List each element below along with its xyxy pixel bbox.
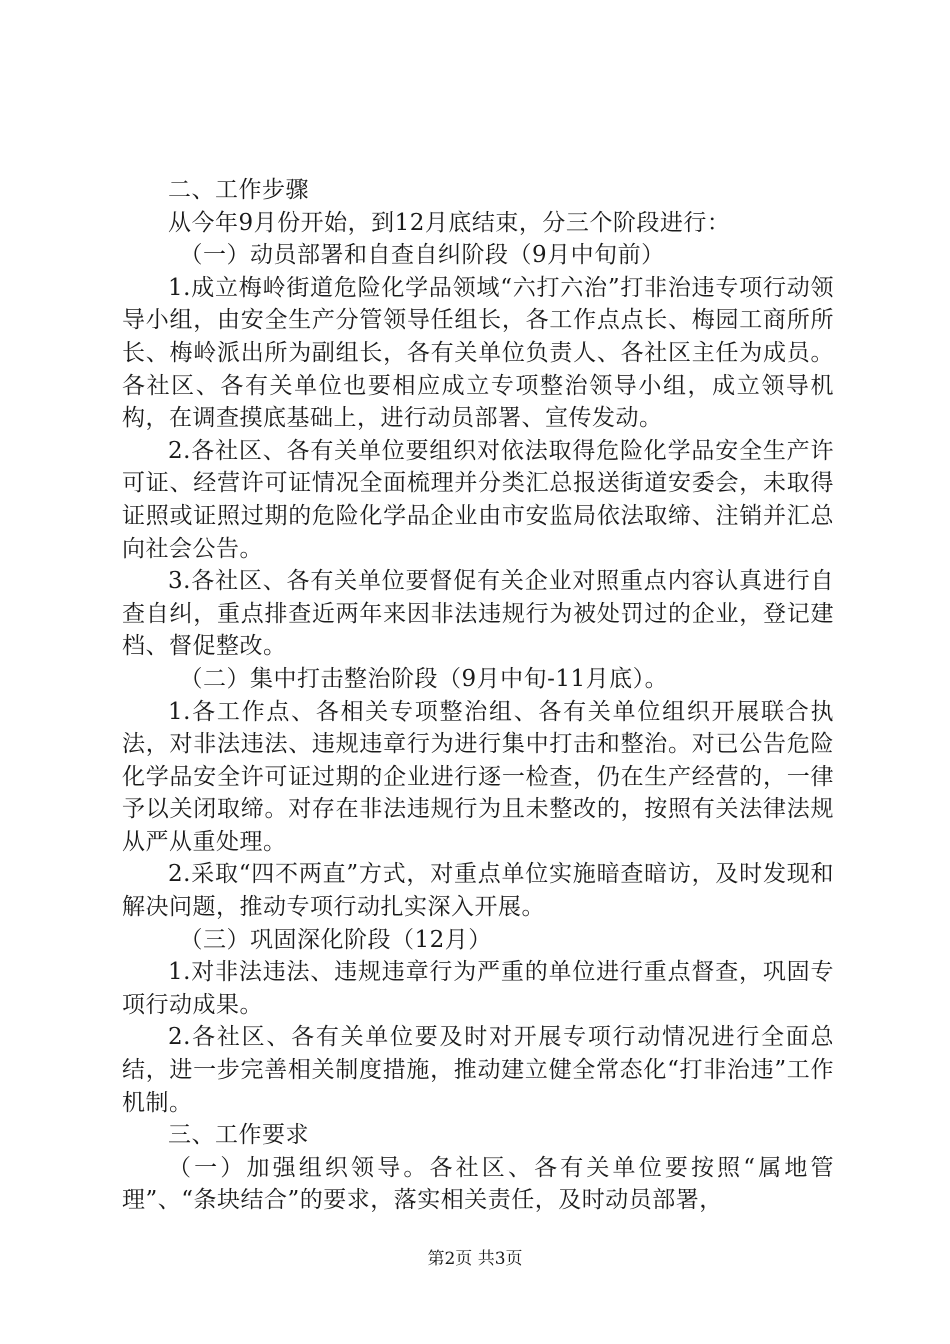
section-heading-work-requirements: 三、工作要求 <box>168 1122 309 1149</box>
document-body <box>122 174 834 1217</box>
paragraph-phase-one-item-3: 3.各社区、各有关单位要督促有关企业对照重点内容认真进行自查自纠，重点排查近两年来因非法违规行为被处罚过的企业，登记建档、督促整改。 <box>122 568 834 660</box>
page-number-footer: 第2页 共3页 <box>427 1249 523 1269</box>
paragraph-timeline: 从今年9月份开始，到12月底结束，分三个阶段进行： <box>168 209 731 236</box>
subheading-phase-three: （三）巩固深化阶段（12月） <box>179 926 492 953</box>
paragraph-requirement-1: （一）加强组织领导。各社区、各有关单位要按照“属地管理”、“条块结合”的要求，落实相关责任，及时动员部署， <box>122 1154 834 1214</box>
paragraph-phase-one-item-1: 1.成立梅岭街道危险化学品领域“六打六治”打非治违专项行动领导小组，由安全生产分管领导任组长，各工作点点长、梅园工商所所长、梅岭派出所为副组长，各有关单位负责人、各社区主任为成员。各社区、各有关单位也要相应成立专项整治领导小组，成立领导机构，在调查摸底基础上，进行动员部署、宣传发动。 <box>122 274 834 432</box>
section-heading-work-steps: 二、工作步骤 <box>168 177 309 203</box>
paragraph-phase-two-item-1: 1.各工作点、各相关专项整治组、各有关单位组织开展联合执法，对非法违法、违规违章行为进行集中打击和整治。对已公告危险化学品安全许可证过期的企业进行逐一检查，仍在生产经营的，一律予以关闭取缔。对存在非法违规行为且未整改的，按照有关法律法规从严从重处理。 <box>122 698 834 855</box>
paragraph-phase-one-item-2: 2.各社区、各有关单位要组织对依法取得危险化学品安全生产许可证、经营许可证情况全面梳理并分类汇总报送街道安委会，未取得证照或证照过期的危险化学品企业由市安监局依法取缔、注销并汇总向社会公告。 <box>122 437 834 562</box>
subheading-phase-one: （一）动员部署和自查自纠阶段（9月中旬前） <box>179 242 665 269</box>
paragraph-phase-three-item-1: 1.对非法违法、违规违章行为严重的单位进行重点督查，巩固专项行动成果。 <box>122 959 834 1018</box>
subheading-phase-two: （二）集中打击整治阶段（9月中旬-11月底）。 <box>179 665 669 692</box>
paragraph-phase-three-item-2: 2.各社区、各有关单位要及时对开展专项行动情况进行全面总结，进一步完善相关制度措施，推动建立健全常态化“打非治违”工作机制。 <box>122 1024 834 1116</box>
paragraph-phase-two-item-2: 2.采取“四不两直”方式，对重点单位实施暗查暗访，及时发现和解决问题，推动专项行动扎实深入开展。 <box>122 861 834 921</box>
